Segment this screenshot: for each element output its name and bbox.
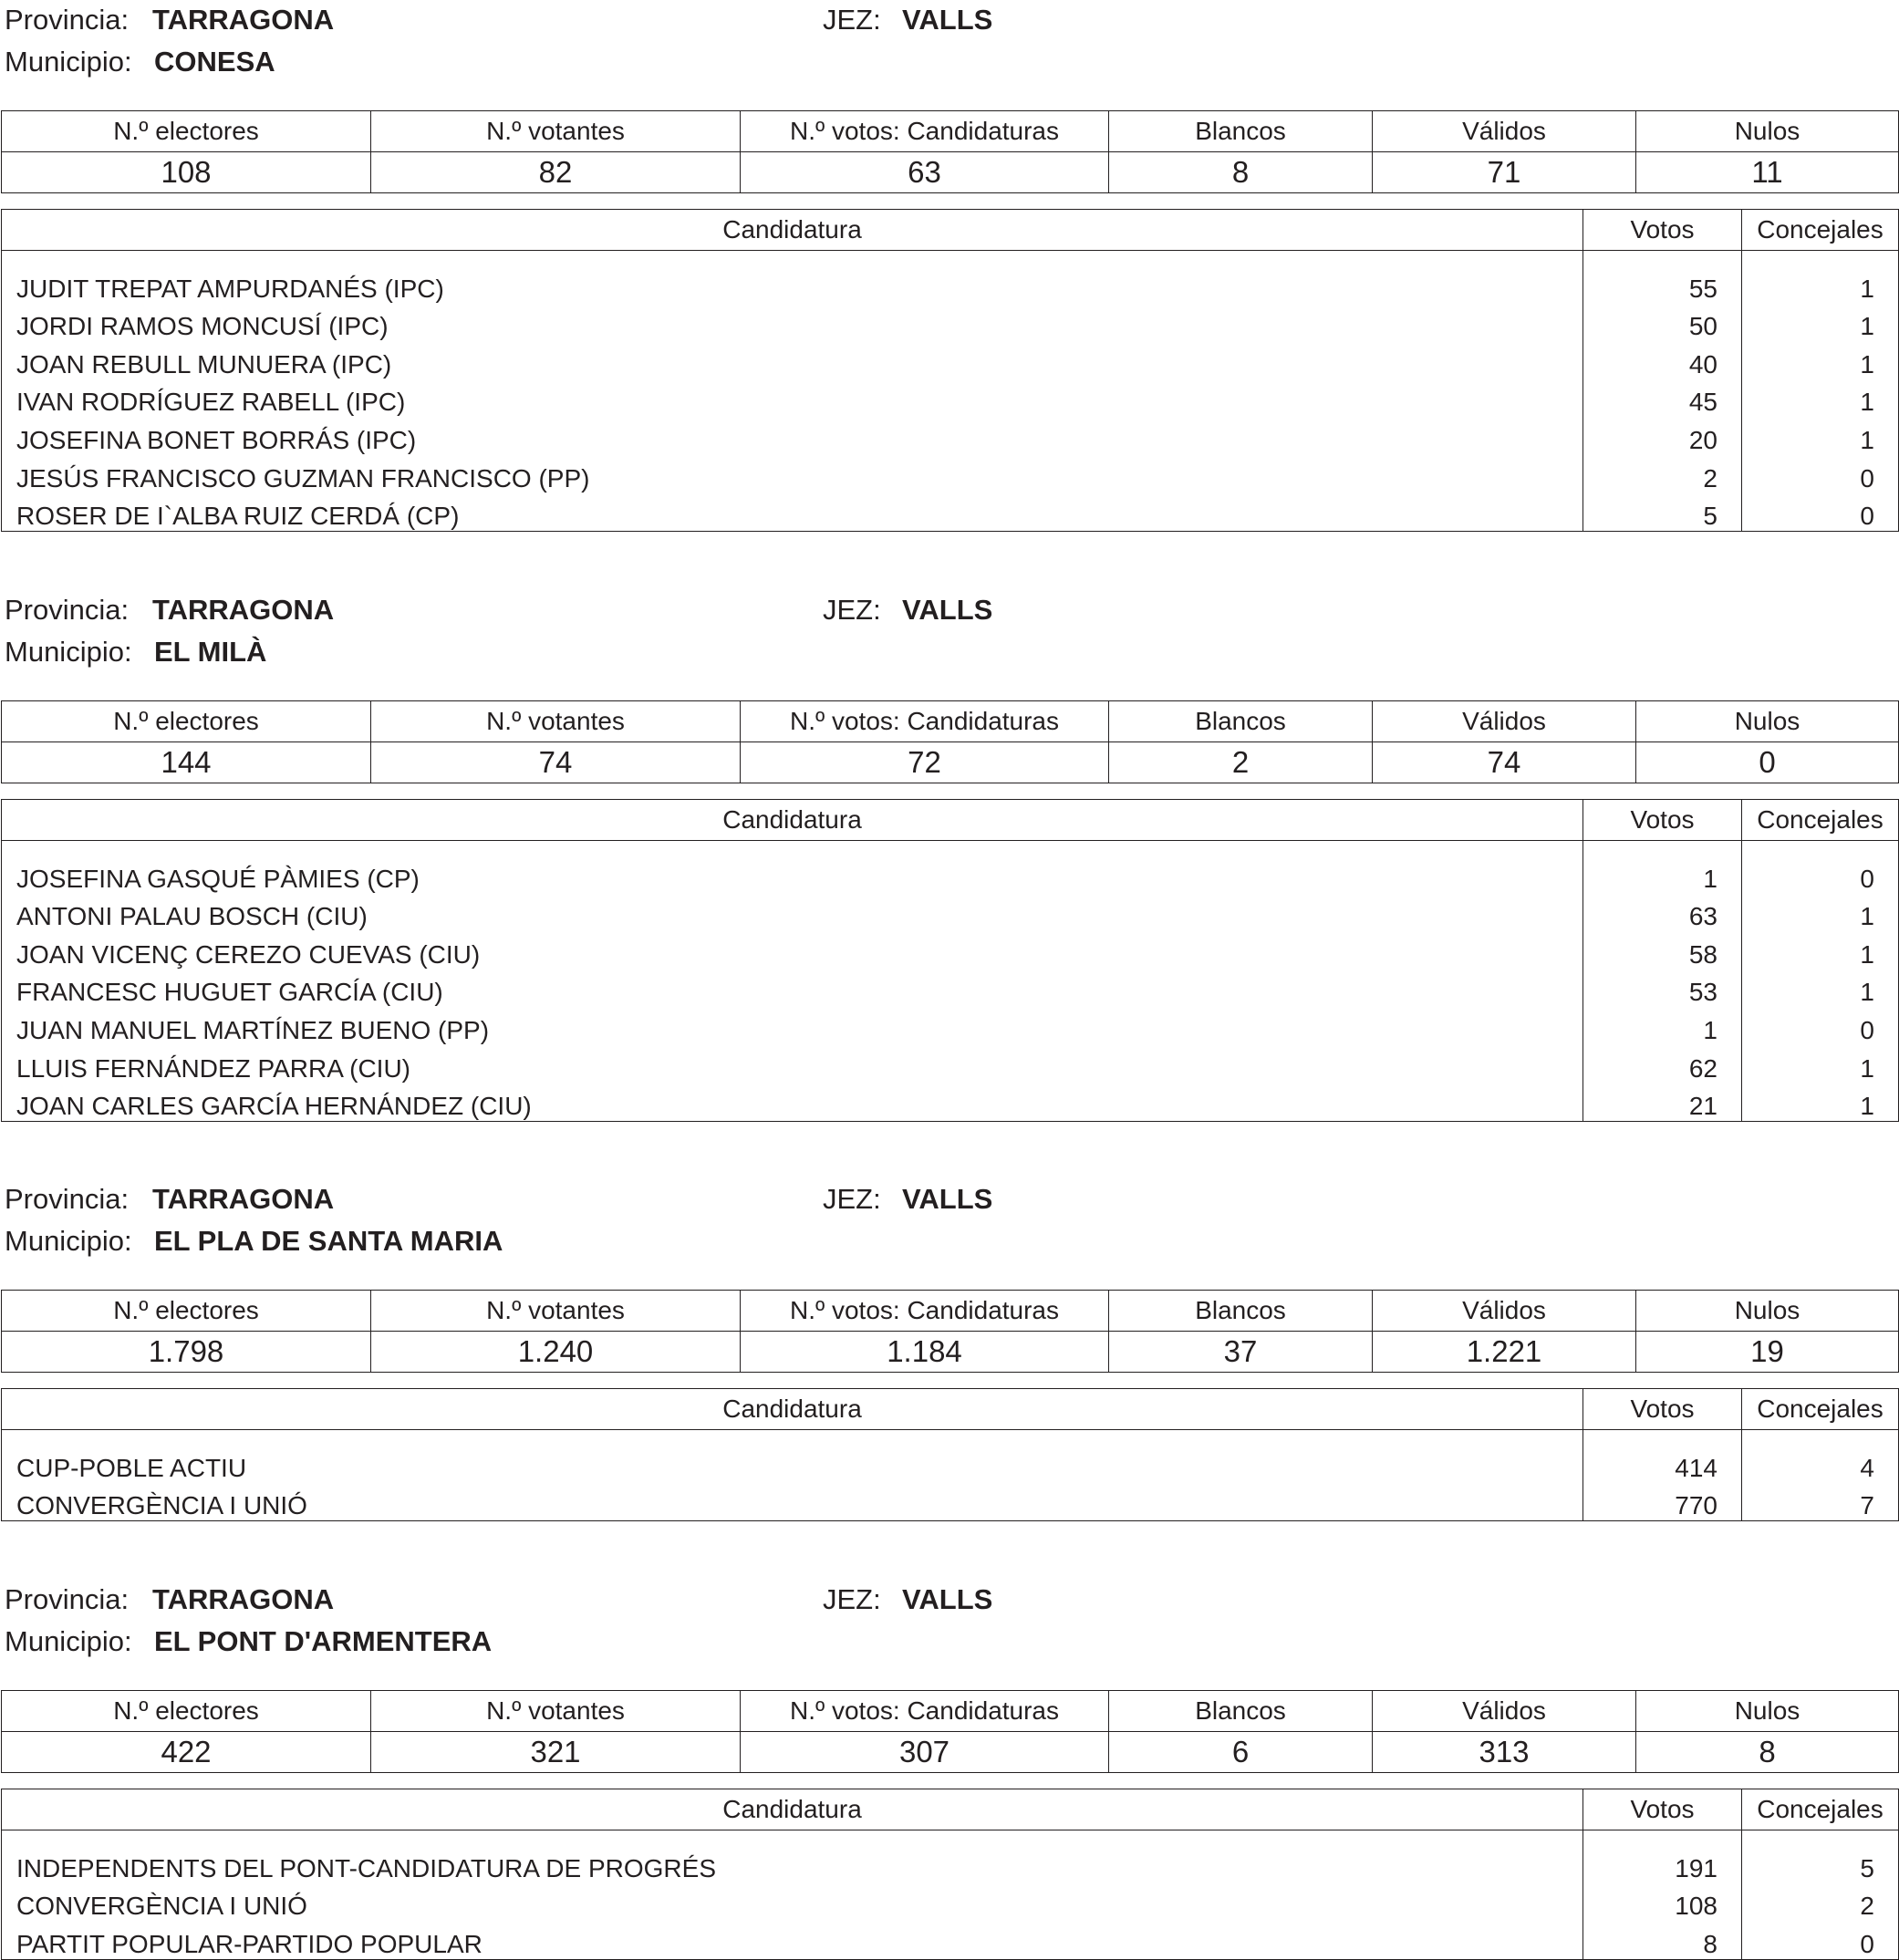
provincia-value: TARRAGONA — [152, 594, 335, 626]
candidatura-concejales: 1 — [1742, 931, 1899, 970]
candidaturas-header-cell: Candidatura — [2, 1389, 1583, 1430]
candidatura-concejales: 1 — [1742, 1084, 1899, 1122]
stats-value-cell: 11 — [1636, 152, 1899, 193]
candidatura-name: PARTIT POPULAR-PARTIDO POPULAR — [2, 1921, 1583, 1959]
provincia-label: Provincia: — [5, 1183, 130, 1215]
stats-header-cell: Blancos — [1109, 1691, 1373, 1732]
stats-header-cell: Blancos — [1109, 1291, 1373, 1332]
stats-header-row — [2, 1691, 1899, 1732]
candidaturas-header-cell: Votos — [1583, 1389, 1742, 1430]
stats-value-cell: 422 — [2, 1732, 371, 1773]
candidaturas-header-cell: Votos — [1583, 800, 1742, 841]
candidatura-votos: 1 — [1583, 841, 1742, 894]
candidaturas-header-cell: Votos — [1583, 1789, 1742, 1830]
table-row — [2, 493, 1899, 532]
stats-header-cell: N.º votos: Candidaturas — [741, 1291, 1109, 1332]
jez-line — [823, 1183, 993, 1216]
candidatura-votos: 62 — [1583, 1045, 1742, 1084]
stats-value-cell: 313 — [1373, 1732, 1636, 1773]
table-row — [2, 841, 1899, 894]
candidaturas-table — [1, 1388, 1899, 1521]
candidaturas-table — [1, 209, 1899, 532]
candidatura-concejales: 4 — [1742, 1430, 1899, 1483]
municipio-label: Municipio: — [5, 636, 132, 668]
stats-value-cell: 8 — [1109, 152, 1373, 193]
candidatura-name: CUP-POBLE ACTIU — [2, 1430, 1583, 1483]
municipio-line — [5, 1225, 503, 1258]
jez-value: VALLS — [902, 4, 993, 36]
stats-value-cell: 1.240 — [371, 1332, 741, 1373]
candidatura-name: JUAN MANUEL MARTÍNEZ BUENO (PP) — [2, 1007, 1583, 1045]
candidaturas-table — [1, 799, 1899, 1122]
stats-value-cell: 74 — [1373, 742, 1636, 783]
municipio-label: Municipio: — [5, 1625, 132, 1657]
candidatura-votos: 8 — [1583, 1921, 1742, 1959]
stats-header-cell: N.º votos: Candidaturas — [741, 1691, 1109, 1732]
candidatura-name: LLUIS FERNÁNDEZ PARRA (CIU) — [2, 1045, 1583, 1084]
stats-value-row — [2, 152, 1899, 193]
candidatura-name: JOSEFINA BONET BORRÁS (IPC) — [2, 417, 1583, 455]
candidatura-votos: 108 — [1583, 1883, 1742, 1922]
stats-table — [1, 1690, 1899, 1773]
candidatura-votos: 55 — [1583, 251, 1742, 304]
stats-header-cell: N.º votos: Candidaturas — [741, 111, 1109, 152]
candidatura-concejales: 2 — [1742, 1883, 1899, 1922]
stats-value-row — [2, 1332, 1899, 1373]
stats-value-cell: 1.221 — [1373, 1332, 1636, 1373]
stats-header-cell: Válidos — [1373, 1691, 1636, 1732]
table-row — [2, 341, 1899, 379]
candidaturas-header-cell: Votos — [1583, 210, 1742, 251]
candidatura-votos: 40 — [1583, 341, 1742, 379]
stats-header-cell: N.º votantes — [371, 1691, 741, 1732]
provincia-line — [5, 1183, 335, 1216]
jez-value: VALLS — [902, 594, 993, 626]
candidatura-votos: 53 — [1583, 970, 1742, 1008]
candidatura-concejales: 0 — [1742, 493, 1899, 532]
candidaturas-header-cell: Candidatura — [2, 210, 1583, 251]
jez-label: JEZ: — [823, 1583, 881, 1615]
table-row — [2, 1084, 1899, 1122]
candidatura-votos: 2 — [1583, 455, 1742, 493]
provincia-value: TARRAGONA — [152, 1583, 335, 1615]
stats-header-cell: Nulos — [1636, 701, 1899, 742]
candidatura-concejales: 1 — [1742, 417, 1899, 455]
candidaturas-header-cell: Concejales — [1742, 210, 1899, 251]
stats-header-cell: N.º electores — [2, 111, 371, 152]
stats-header-cell: N.º votantes — [371, 111, 741, 152]
candidatura-concejales: 0 — [1742, 1921, 1899, 1959]
municipio-value: CONESA — [154, 46, 275, 78]
stats-header-row — [2, 111, 1899, 152]
candidaturas-header-cell: Candidatura — [2, 1789, 1583, 1830]
candidatura-concejales: 0 — [1742, 841, 1899, 894]
candidatura-name: ROSER DE I`ALBA RUIZ CERDÁ (CP) — [2, 493, 1583, 532]
municipio-value: EL MILÀ — [154, 636, 267, 668]
jez-label: JEZ: — [823, 594, 881, 626]
stats-header-cell: Nulos — [1636, 111, 1899, 152]
provincia-label: Provincia: — [5, 4, 130, 36]
provincia-value: TARRAGONA — [152, 4, 335, 36]
jez-line — [823, 594, 993, 627]
candidatura-name: JESÚS FRANCISCO GUZMAN FRANCISCO (PP) — [2, 455, 1583, 493]
stats-value-cell: 1.184 — [741, 1332, 1109, 1373]
candidaturas-header-cell: Concejales — [1742, 800, 1899, 841]
table-row — [2, 1830, 1899, 1883]
stats-value-cell: 307 — [741, 1732, 1109, 1773]
stats-header-cell: N.º electores — [2, 1691, 371, 1732]
stats-value-cell: 321 — [371, 1732, 741, 1773]
candidatura-votos: 45 — [1583, 379, 1742, 418]
table-row — [2, 931, 1899, 970]
stats-header-cell: Nulos — [1636, 1691, 1899, 1732]
stats-header-row — [2, 1291, 1899, 1332]
candidatura-name: JOAN REBULL MUNUERA (IPC) — [2, 341, 1583, 379]
table-row — [2, 417, 1899, 455]
table-row — [2, 304, 1899, 342]
candidatura-name: JOSEFINA GASQUÉ PÀMIES (CP) — [2, 841, 1583, 894]
table-row — [2, 970, 1899, 1008]
table-row — [2, 251, 1899, 304]
candidatura-concejales: 1 — [1742, 251, 1899, 304]
stats-value-row — [2, 1732, 1899, 1773]
stats-table — [1, 700, 1899, 783]
table-row — [2, 379, 1899, 418]
candidatura-name: JUDIT TREPAT AMPURDANÉS (IPC) — [2, 251, 1583, 304]
municipio-line — [5, 1625, 493, 1658]
provincia-line — [5, 4, 335, 36]
candidatura-name: CONVERGÈNCIA I UNIÓ — [2, 1883, 1583, 1922]
provincia-value: TARRAGONA — [152, 1183, 335, 1215]
municipio-label: Municipio: — [5, 1225, 132, 1257]
table-row — [2, 455, 1899, 493]
table-row — [2, 1483, 1899, 1521]
stats-header-cell: Válidos — [1373, 111, 1636, 152]
candidaturas-header-row — [2, 1789, 1899, 1830]
stats-value-cell: 71 — [1373, 152, 1636, 193]
candidatura-concejales: 7 — [1742, 1483, 1899, 1521]
candidaturas-header-cell: Concejales — [1742, 1389, 1899, 1430]
stats-header-row — [2, 701, 1899, 742]
candidatura-name: INDEPENDENTS DEL PONT-CANDIDATURA DE PROGRÉS — [2, 1830, 1583, 1883]
table-row — [2, 1921, 1899, 1959]
provincia-label: Provincia: — [5, 1583, 130, 1615]
stats-value-cell: 82 — [371, 152, 741, 193]
candidatura-name: JOAN VICENÇ CEREZO CUEVAS (CIU) — [2, 931, 1583, 970]
stats-value-cell: 72 — [741, 742, 1109, 783]
candidatura-name: FRANCESC HUGUET GARCÍA (CIU) — [2, 970, 1583, 1008]
candidatura-votos: 5 — [1583, 493, 1742, 532]
table-row — [2, 1883, 1899, 1922]
candidaturas-header-row — [2, 800, 1899, 841]
candidatura-concejales: 1 — [1742, 379, 1899, 418]
stats-header-cell: Blancos — [1109, 111, 1373, 152]
stats-value-cell: 144 — [2, 742, 371, 783]
stats-header-cell: N.º electores — [2, 1291, 371, 1332]
jez-value: VALLS — [902, 1183, 993, 1215]
candidatura-concejales: 1 — [1742, 341, 1899, 379]
candidatura-concejales: 1 — [1742, 970, 1899, 1008]
jez-line — [823, 4, 993, 36]
candidatura-name: CONVERGÈNCIA I UNIÓ — [2, 1483, 1583, 1521]
stats-value-cell: 108 — [2, 152, 371, 193]
jez-line — [823, 1583, 993, 1616]
candidatura-concejales: 5 — [1742, 1830, 1899, 1883]
stats-table — [1, 1290, 1899, 1373]
stats-value-cell: 1.798 — [2, 1332, 371, 1373]
table-row — [2, 1045, 1899, 1084]
candidatura-concejales: 1 — [1742, 894, 1899, 932]
candidatura-concejales: 1 — [1742, 304, 1899, 342]
stats-header-cell: N.º electores — [2, 701, 371, 742]
candidatura-votos: 50 — [1583, 304, 1742, 342]
stats-value-cell: 19 — [1636, 1332, 1899, 1373]
candidaturas-header-row — [2, 1389, 1899, 1430]
stats-value-cell: 63 — [741, 152, 1109, 193]
municipio-value: EL PONT D'ARMENTERA — [154, 1625, 493, 1657]
stats-header-cell: Válidos — [1373, 701, 1636, 742]
candidatura-votos: 20 — [1583, 417, 1742, 455]
stats-value-cell: 8 — [1636, 1732, 1899, 1773]
municipio-label: Municipio: — [5, 46, 132, 78]
candidaturas-header-cell: Candidatura — [2, 800, 1583, 841]
candidatura-name: JOAN CARLES GARCÍA HERNÁNDEZ (CIU) — [2, 1084, 1583, 1122]
table-row — [2, 1430, 1899, 1483]
candidatura-name: JORDI RAMOS MONCUSÍ (IPC) — [2, 304, 1583, 342]
candidatura-name: ANTONI PALAU BOSCH (CIU) — [2, 894, 1583, 932]
candidatura-concejales: 0 — [1742, 1007, 1899, 1045]
candidatura-name: IVAN RODRÍGUEZ RABELL (IPC) — [2, 379, 1583, 418]
municipio-line — [5, 46, 275, 78]
stats-header-cell: N.º votantes — [371, 1291, 741, 1332]
stats-value-cell: 74 — [371, 742, 741, 783]
stats-header-cell: Blancos — [1109, 701, 1373, 742]
provincia-line — [5, 1583, 335, 1616]
candidatura-votos: 21 — [1583, 1084, 1742, 1122]
stats-header-cell: Nulos — [1636, 1291, 1899, 1332]
table-row — [2, 1007, 1899, 1045]
stats-value-cell: 6 — [1109, 1732, 1373, 1773]
stats-header-cell: N.º votos: Candidaturas — [741, 701, 1109, 742]
stats-header-cell: N.º votantes — [371, 701, 741, 742]
candidaturas-header-cell: Concejales — [1742, 1789, 1899, 1830]
jez-label: JEZ: — [823, 1183, 881, 1215]
candidatura-concejales: 0 — [1742, 455, 1899, 493]
stats-header-cell: Válidos — [1373, 1291, 1636, 1332]
candidaturas-table — [1, 1789, 1899, 1960]
jez-label: JEZ: — [823, 4, 881, 36]
candidatura-votos: 1 — [1583, 1007, 1742, 1045]
stats-value-cell: 0 — [1636, 742, 1899, 783]
candidatura-votos: 58 — [1583, 931, 1742, 970]
stats-value-cell: 2 — [1109, 742, 1373, 783]
candidatura-concejales: 1 — [1742, 1045, 1899, 1084]
candidatura-votos: 770 — [1583, 1483, 1742, 1521]
candidatura-votos: 191 — [1583, 1830, 1742, 1883]
municipio-value: EL PLA DE SANTA MARIA — [154, 1225, 503, 1257]
jez-value: VALLS — [902, 1583, 993, 1615]
candidatura-votos: 414 — [1583, 1430, 1742, 1483]
table-row — [2, 894, 1899, 932]
stats-table — [1, 110, 1899, 193]
candidaturas-header-row — [2, 210, 1899, 251]
stats-value-cell: 37 — [1109, 1332, 1373, 1373]
provincia-label: Provincia: — [5, 594, 130, 626]
provincia-line — [5, 594, 335, 627]
municipio-line — [5, 636, 267, 669]
candidatura-votos: 63 — [1583, 894, 1742, 932]
stats-value-row — [2, 742, 1899, 783]
